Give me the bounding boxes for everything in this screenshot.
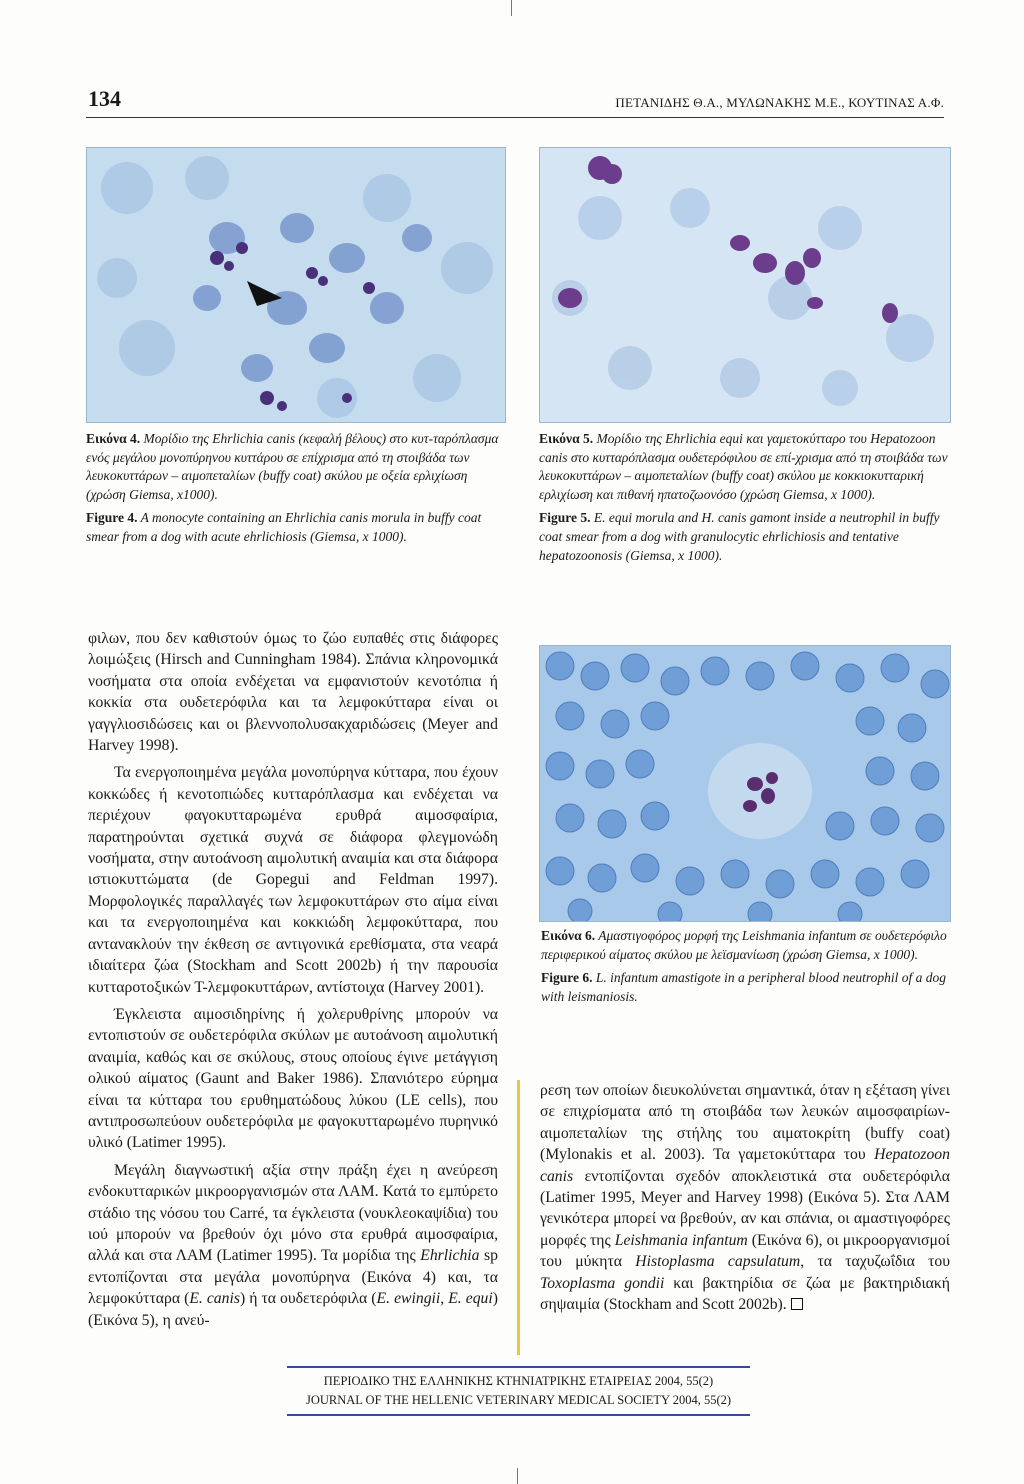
paragraph-5-italic-4: Toxoplasma gondii <box>540 1274 665 1292</box>
column-accent-bar <box>517 1080 520 1355</box>
figure-5-caption-greek <box>539 430 949 504</box>
figure-6-micrograph <box>539 645 951 922</box>
figure-5-label-greek: Εικόνα 5. <box>539 431 594 446</box>
header-rule <box>86 117 944 118</box>
left-column-text <box>88 628 498 1331</box>
figure-4-micrograph <box>86 147 506 423</box>
figure-5-text-english: E. equi morula and H. canis gamont inside a neutrophil in buffy coat smear from a dog with granulocytic ehrlichiosis and tentative hepatozoonosis (Giemsa, x 1000). <box>539 510 940 563</box>
figure-6-text-greek: Αμαστιγοφόρος μορφή της Leishmania infantum σε ουδετερόφιλο περιφερικού αίματος σκύλου με λεϊσμανίωση (χρώση Giemsa, x 1000). <box>541 928 947 962</box>
figure-4-label-english: Figure 4. <box>86 510 138 526</box>
paragraph-4-part-c: ) ή τα ουδετερόφιλα ( <box>239 1290 377 1308</box>
figure-6-caption-greek <box>541 927 951 964</box>
footer-english-title: JOURNAL OF THE HELLENIC VETERINARY MEDICAL SOCIETY 2004, 55(2) <box>305 1393 732 1407</box>
figure-4-caption <box>86 430 506 552</box>
paragraph-5 <box>540 1080 950 1315</box>
right-column-text <box>540 1080 950 1315</box>
paragraph-4-italic-1: Ehrlichia <box>420 1247 480 1265</box>
figure-5-label-english: Figure 5. <box>539 510 591 526</box>
paragraph-5-italic-2: Leishmania infantum <box>614 1231 748 1249</box>
end-of-article-square-icon <box>791 1298 803 1310</box>
paragraph-2: Τα ενεργοποιημένα μεγάλα μονοπύρηνα κύτταρα, που έχουν κοκκώδες ή κενοτοπιώδες κυτταρόπλασμα και ενδέχεται να περιέχουν φαγοκυτταρωμένα ερυθρά αιμοσφαίρια, παρατηρούνται σχετικά συχνά σε διάφορα φλεγμονώδη νοσήματα, στην αυτοάνοση αιμολυτική αναιμία και στα διάφορα ιστιοκυττώματα (de Gopegui and Feldman 1997). Μορφολογικές παραλλαγές των λεμφοκυττάρων στο αίμα είναι και τα ενεργοποιημένα και κοκκιώδη λεμφοκύτταρα, που αντανακλούν την έκθεση σε αντιγονικά ερεθίσματα, στα νεαρά ιδιαίτερα ζώα (Stockham and Scott 2002b) ή την παρουσία κυτταροτοξικών Τ-λεμφοκυττάρων, αντίστοιχα (Harvey 2001). <box>88 764 498 996</box>
paragraph-5-part-5: και βακτηρίδια σε ζώα με βακτηριδιακή σηψαιμία (Stockham and Scott 2002b). <box>540 1274 950 1314</box>
figure-6-caption <box>541 927 951 1011</box>
paragraph-1: φιλων, που δεν καθιστούν όμως το ζώο ευπαθές στις διάφορες λοιμώξεις (Hirsch and Cunningham 1984). Σπάνια κληρονομικά νοσήματα στα οποία ενδέχεται να εμφανιστούν κενοτόπια ή κοκκία στα ουδετερόφιλα και τα λεμφοκύτταρα είναι οι γαγγλιοσιδώσεις και οι βλεννοπολυσακχαριδώσεις (Meyer and Harvey 1998). <box>88 630 498 755</box>
figure-6-label-english: Figure 6. <box>541 970 593 986</box>
figure-4-label-greek: Εικόνα 4. <box>86 431 141 446</box>
figure-5-caption <box>539 430 949 570</box>
crop-mark-top <box>511 0 512 16</box>
paragraph-5-part-3: (Εικόνα 6), οι μικροοργανισμοί του μύκητα <box>540 1231 950 1271</box>
paragraph-5-italic-1: Hepatozoon canis <box>540 1146 950 1185</box>
paragraph-4-part-d: ) (Εικόνα 5), η ανεύ- <box>88 1290 498 1329</box>
crop-mark-bottom <box>517 1468 518 1484</box>
figure-4-text-english: A monocyte containing an Ehrlichia canis morula in buffy coat smear from a dog with acute ehrlichiosis (Giemsa, x 1000). <box>86 510 482 544</box>
figure-5-micrograph <box>539 147 951 423</box>
paragraph-3: Έγκλειστα αιμοσιδηρίνης ή χολερυθρίνης μπορούν να εντοπιστούν σε ουδετερόφιλα σκύλων με αυτοάνοση αιμολυτική αναιμία, καθώς και σε σκύλους, στους οποίους έγινε μετάγγιση ολικού αίματος (Gaunt and Baker 1986). Σπανιότερο εύρημα είναι τα κύτταρα του ερυθηματώδους λύκου (LE cells), που αντιπροσωπεύουν ουδετερόφιλα με φαγοκυτταρωμένο πυρηνικό υλικό (Latimer 1995). <box>88 1005 498 1152</box>
page-number: 134 <box>88 86 121 111</box>
figure-5-caption-english <box>539 509 949 565</box>
figure-6-text-english: L. infantum amastigote in a peripheral blood neutrophil of a dog with leismaniosis. <box>541 970 946 1004</box>
footer-greek-title: ΠΕΡΙΟΔΙΚΟ ΤΗΣ ΕΛΛΗΝΙΚΗΣ ΚΤΗΝΙΑΤΡΙΚΗΣ ΕΤΑΙΡΕΙΑΣ 2004, 55(2) <box>323 1374 714 1388</box>
paragraph-5-part-2: εντοπίζονται σχεδόν αποκλειστικά στα ουδετερόφιλα (Latimer 1995, Meyer and Harvey 1998) (Εικόνα 5). Στα ΛΑΜ γενικότερα μπορεί να βρεθούν, αν και σπάνια, οι αμαστιγοφόρες μορφές της <box>540 1167 950 1249</box>
paragraph-4 <box>88 1160 498 1331</box>
paragraph-5-part-4: , τα ταχυζωΐδια του <box>800 1253 950 1271</box>
paragraph-4-italic-3: E. ewingii, E. equi <box>376 1290 493 1308</box>
figure-4-caption-english <box>86 509 506 546</box>
figure-4-text-greek: Μορίδιο της Ehrlichia canis (κεφαλή βέλους) στο κυτ-ταρόπλασμα ενός μεγάλου μονοπύρηνου κυττάρου σε επίχρισμα από τη στοιβάδα των λευκοκυττάρων – αιμοπεταλίων (buffy coat) σκύλου με οξεία ερλιχίωση (χρώση Giemsa, x1000). <box>86 431 499 502</box>
paragraph-4-italic-2: E. canis <box>189 1290 240 1308</box>
running-head: ΠΕΤΑΝΙΔΗΣ Θ.Α., ΜΥΛΩΝΑΚΗΣ Μ.Ε., ΚΟΥΤΙΝΑΣ Α.Φ. <box>615 95 944 110</box>
figure-4-caption-greek <box>86 430 506 504</box>
paragraph-4-part-b: sp εντοπίζονται στα μεγάλα μονοπύρηνα (Εικόνα 4) και, τα λεμφοκύτταρα ( <box>88 1247 498 1308</box>
paragraph-4-part-a: Μεγάλη διαγνωστική αξία στην πράξη έχει η ανεύρεση ενδοκυτταρικών μικροοργανισμών στα ΛΑΜ. Κατά το εμπύρετο στάδιο της νόσου του Carré, τα έγκλειστα (νουκλεοκαψίδια) του ιού μπορούν να βρεθούν όχι μόνο στα ερυθρά αιμοσφαίρια, αλλά και στα ΛΑΜ (Latimer 1995). Τα μορίδια της <box>88 1161 498 1265</box>
journal-footer <box>287 1366 750 1416</box>
paragraph-5-italic-3: Histoplasma capsulatum <box>635 1253 801 1271</box>
figure-5-text-greek: Μορίδιο της Ehrlichia equi και γαμετοκύτταρο του Hepatozoon canis στο κυτταρόπλασμα ουδετερόφιλου σε επί-χρισμα από τη στοιβάδα των λευκοκυττάρων – αιμοπεταλίων (buffy coat) σκύλου με κοκκιοκυτταρική ερλιχίωση και πιθανή ηπατοζωονόσο (χρώση Giemsa, x 1000). <box>539 431 948 502</box>
figure-6-label-greek: Εικόνα 6. <box>541 928 596 943</box>
figure-6-caption-english <box>541 969 951 1006</box>
paragraph-5-part-1: ρεση των οποίων διευκολύνεται σημαντικά, όταν η εξέταση γίνει σε επιχρίσματα από τη στοιβάδα των λευκών αιμοσφαιρίων-αιμοπεταλίων της στήλης του αιματοκρίτη (buffy coat) (Mylonakis et al. 2003). Τα γαμετοκύτταρα του <box>540 1082 950 1164</box>
